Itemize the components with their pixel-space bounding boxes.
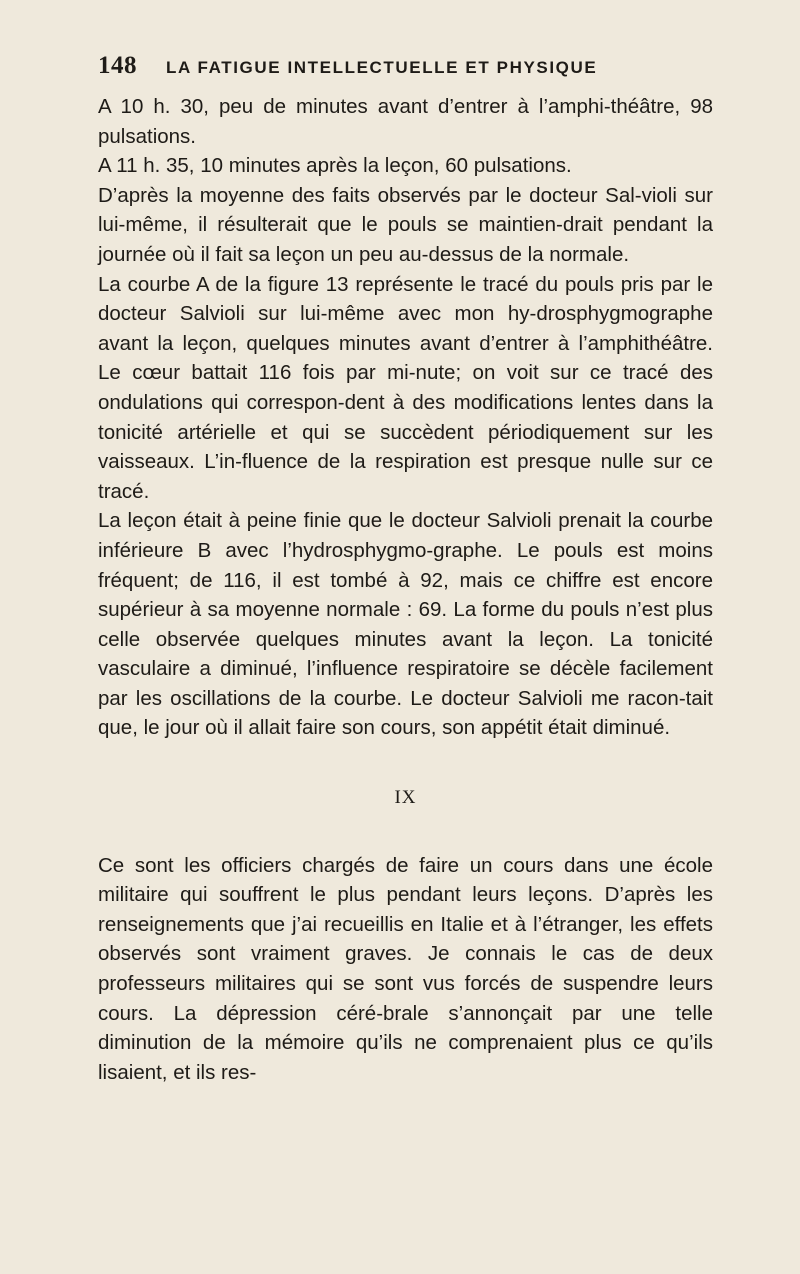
- paragraph: Ce sont les officiers chargés de faire un cours dans une école militaire qui souffrent le plus pendant leurs leçons. D’après les renseignements que j’ai recueillis en Italie et à l’étranger, les effets observés sont vraiment graves. Je connais le cas de deux professeurs militaires qui se sont vus forcés de suspendre leurs cours. La dépression céré-brale s’annonçait par une telle diminution de la mémoire qu’ils ne comprenaient plus ce qu’ils lisaient, et ils res-: [98, 853, 713, 1084]
- running-title: LA FATIGUE INTELLECTUELLE ET PHYSIQUE: [166, 58, 598, 77]
- page-header: [98, 52, 713, 92]
- body-text: [98, 92, 713, 1087]
- paragraph: D’après la moyenne des faits observés par le docteur Sal-violi sur lui-même, il résulterait que le pouls se maintien-drait pendant la journée où il fait sa leçon un peu au-dessus de la normale.: [98, 183, 713, 266]
- section-heading: IX: [394, 787, 417, 809]
- paragraph: A 10 h. 30, peu de minutes avant d’entrer à l’amphi-théâtre, 98 pulsations.: [98, 95, 713, 148]
- page-number: 148: [98, 52, 137, 79]
- paragraph: La courbe A de la figure 13 représente le tracé du pouls pris par le docteur Salvioli sur lui-même avec mon hy-drosphygmographe avant la leçon, quelques minutes avant d’entrer à l’amphithéâtre. Le cœur battait 116 fois par mi-nute; on voit sur ce tracé des ondulations qui correspon-dent à des modifications lentes dans la tonicité artérielle et qui se succèdent périodiquement sur les vaisseaux. L’in-fluence de la respiration est presque nulle sur ce tracé.: [98, 272, 713, 503]
- paragraph: La leçon était à peine finie que le docteur Salvioli prenait la courbe inférieure B avec l’hydrosphygmo-graphe. Le pouls est moins fréquent; de 116, il est tombé à 92, mais ce chiffre est encore supérieur à sa moyenne normale : 69. La forme du pouls n’est plus celle observée quelques minutes avant la leçon. La tonicité vasculaire a diminué, l’influence respiratoire se décèle facilement par les oscillations de la courbe. Le docteur Salvioli me racon-tait que, le jour où il allait faire son cours, son appétit était diminué.: [98, 509, 713, 740]
- book-page: [98, 52, 713, 1087]
- paragraph: A 11 h. 35, 10 minutes après la leçon, 60 pulsations.: [98, 154, 572, 178]
